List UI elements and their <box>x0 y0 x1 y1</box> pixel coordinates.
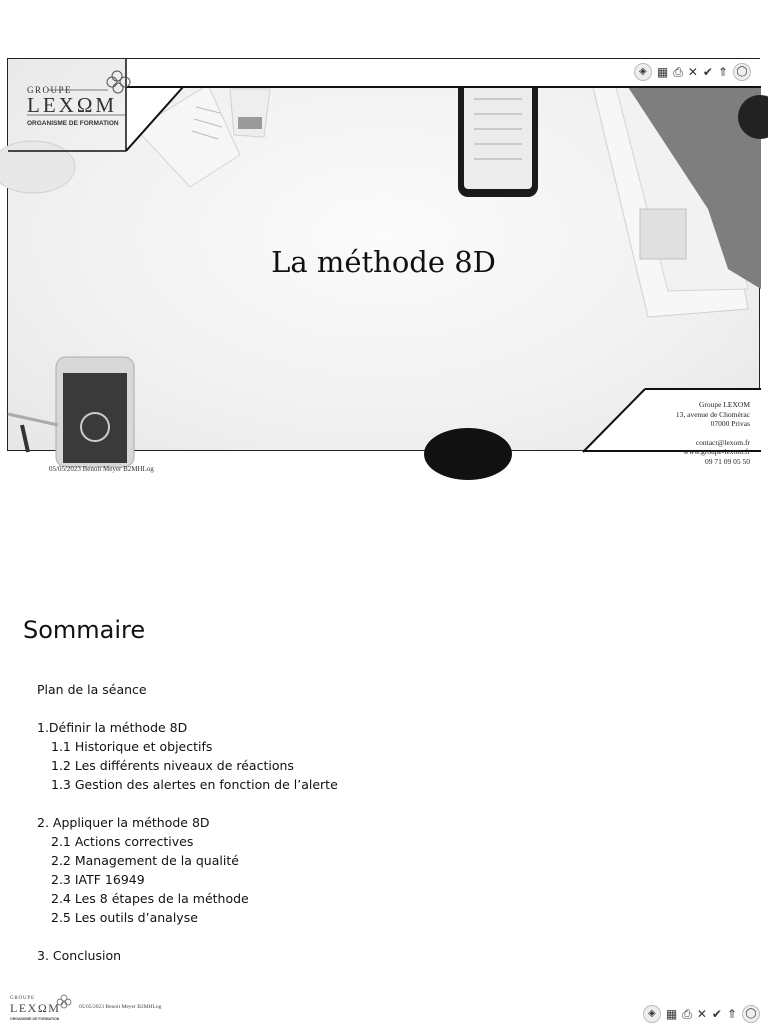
toc-item: 2.1 Actions correctives <box>51 834 194 849</box>
footer-logo <box>10 993 72 1023</box>
toc-item: 2.5 Les outils d’analyse <box>51 910 198 925</box>
sommaire-title: Sommaire <box>23 616 146 644</box>
up-arrow-icon[interactable]: ⇑ <box>717 65 728 79</box>
refresh-icon[interactable]: ◯ <box>733 63 751 81</box>
refresh-icon[interactable]: ◯ <box>742 1005 760 1023</box>
toc-section-3: 3. Conclusion <box>37 948 122 963</box>
footer-logo-groupe: GROUPE <box>10 996 35 1001</box>
slide-title: La méthode 8D <box>271 245 496 279</box>
toc-section-2: 2. Appliquer la méthode 8D <box>37 815 210 830</box>
toc-item: 2.4 Les 8 étapes de la méthode <box>51 891 249 906</box>
chart-icon[interactable]: ▦ <box>665 1007 678 1021</box>
contact-company: Groupe LEXOM <box>698 400 750 409</box>
contact-phone: 09 71 09 05 50 <box>705 456 750 466</box>
contact-website[interactable]: www.groupe-lexom.fr <box>683 447 750 456</box>
printer-icon[interactable]: ⎙ <box>673 64 683 79</box>
toc-intro: Plan de la séance <box>37 682 147 697</box>
up-arrow-icon[interactable]: ⇑ <box>726 1007 737 1021</box>
close-icon[interactable]: ✕ <box>687 65 698 79</box>
slide2-footer: 05/05/2023 Benoit Meyer B2MHLog <box>79 1004 162 1010</box>
logo-lexom-text: LEXΩM <box>27 93 118 117</box>
toc-item: 2.3 IATF 16949 <box>51 872 145 887</box>
slide-toolbar <box>634 63 751 81</box>
table-of-contents <box>37 680 338 965</box>
footer-logo-lexom: LEXΩM <box>10 1001 61 1015</box>
toc-item: 1.3 Gestion des alertes en fonction de l’alerte <box>51 777 338 792</box>
title-slide <box>7 58 760 466</box>
contact-email[interactable]: contact@lexom.fr <box>695 437 750 447</box>
contact-city: 07000 Privas <box>710 419 750 428</box>
logo-tagline: ORGANISME DE FORMATION <box>27 120 119 127</box>
slide2-toolbar <box>643 1005 760 1023</box>
tag-icon[interactable]: ◈ <box>643 1005 661 1023</box>
chart-icon[interactable]: ▦ <box>656 65 669 79</box>
contact-address: 13, avenue de Chomérac <box>675 409 750 419</box>
toc-section-1: 1.Définir la méthode 8D <box>37 720 188 735</box>
check-icon[interactable]: ✔ <box>702 65 713 79</box>
tag-icon[interactable]: ◈ <box>634 63 652 81</box>
slide1-footer: 05/05/2023 Benoit Meyer B2MHLog <box>49 465 154 473</box>
footer-logo-tagline: ORGANISME DE FORMATION <box>10 1017 60 1021</box>
check-icon[interactable]: ✔ <box>711 1007 722 1021</box>
toc-item: 1.1 Historique et objectifs <box>51 739 213 754</box>
close-icon[interactable]: ✕ <box>696 1007 707 1021</box>
toc-item: 2.2 Management de la qualité <box>51 853 239 868</box>
logo-groupe-text: GROUPE <box>27 85 73 95</box>
contact-block <box>676 400 750 466</box>
printer-icon[interactable]: ⎙ <box>682 1006 692 1021</box>
toc-item: 1.2 Les différents niveaux de réactions <box>51 758 294 773</box>
